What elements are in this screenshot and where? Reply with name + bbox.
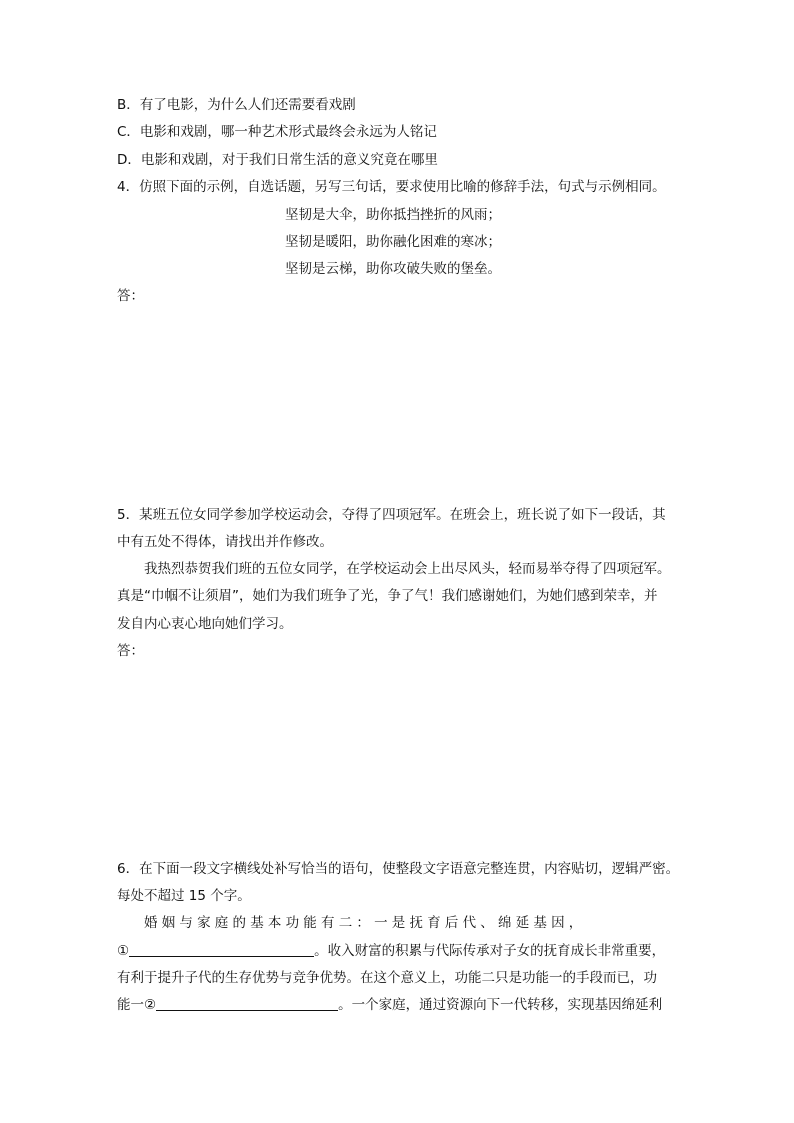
q5-passage-line-2: 真是“巾帼不让须眉”，她们为我们班争了光，争了气！我们感谢她们，为她们感到荣幸，并 [117, 588, 658, 604]
q5-prompt-line-1: 5．某班五位女同学参加学校运动会，夺得了四项冠军。在班会上，班长说了如下一段话，其 [117, 507, 666, 523]
q5-answer-label: 答： [117, 643, 144, 659]
q6-passage-line-4 [117, 995, 680, 1015]
q5-passage-line-1: 我热烈恭贺我们班的五位女同学，在学校运动会上出尽风头，轻而易举夺得了四项冠军。 [144, 561, 671, 577]
q4-answer-label: 答： [117, 288, 144, 304]
q6-prompt-line-2: 每处不超过 15 个字。 [117, 888, 251, 904]
q4-example-3: 坚韧是云梯，助你攻破失败的堡垒。 [285, 261, 501, 277]
q6-prompt-line-1: 6．在下面一段文字横线处补写恰当的语句，使整段文字语意完整连贯，内容贴切，逻辑严密。 [117, 861, 680, 877]
q3-option-c: C．电影和戏剧，哪一种艺术形式最终会永远为人铭记 [117, 124, 437, 140]
q6-passage-line-1: 婚姻与家庭的基本功能有二：一是抚育后代、绵延基因， [144, 915, 587, 931]
q4-example-1: 坚韧是大伞，助你抵挡挫折的风雨； [285, 207, 501, 223]
q5-prompt-line-2: 中有五处不得体，请找出并作修改。 [117, 534, 333, 550]
q6-passage-line-4-text: 。一个家庭，通过资源向下一代转移，实现基因绵延利 [338, 997, 663, 1013]
q4-example-2: 坚韧是暖阳，助你融化困难的寒冰； [285, 234, 501, 250]
q3-option-d: D．电影和戏剧，对于我们日常生活的意义究竟在哪里 [117, 152, 438, 168]
blank-marker-2: 能一② [117, 997, 157, 1013]
q6-passage-line-2-text: 。收入财富的积累与代际传承对子女的抚育成长非常重要， [314, 943, 666, 959]
q4-prompt: 4．仿照下面的示例，自选话题，另写三句话，要求使用比喻的修辞手法，句式与示例相同。 [117, 179, 666, 195]
q6-passage-line-3: 有利于提升子代的生存优势与竞争优势。在这个意义上，功能二只是功能一的手段而已，功 [117, 970, 657, 986]
q3-option-b: B．有了电影，为什么人们还需要看戏剧 [117, 97, 356, 113]
q6-passage-line-2 [117, 941, 680, 961]
blank-marker-1: ① [117, 943, 130, 959]
answer-blank-2[interactable] [156, 996, 338, 1011]
answer-blank-1[interactable] [129, 942, 314, 957]
q5-passage-line-3: 发自内心衷心地向她们学习。 [117, 616, 293, 632]
